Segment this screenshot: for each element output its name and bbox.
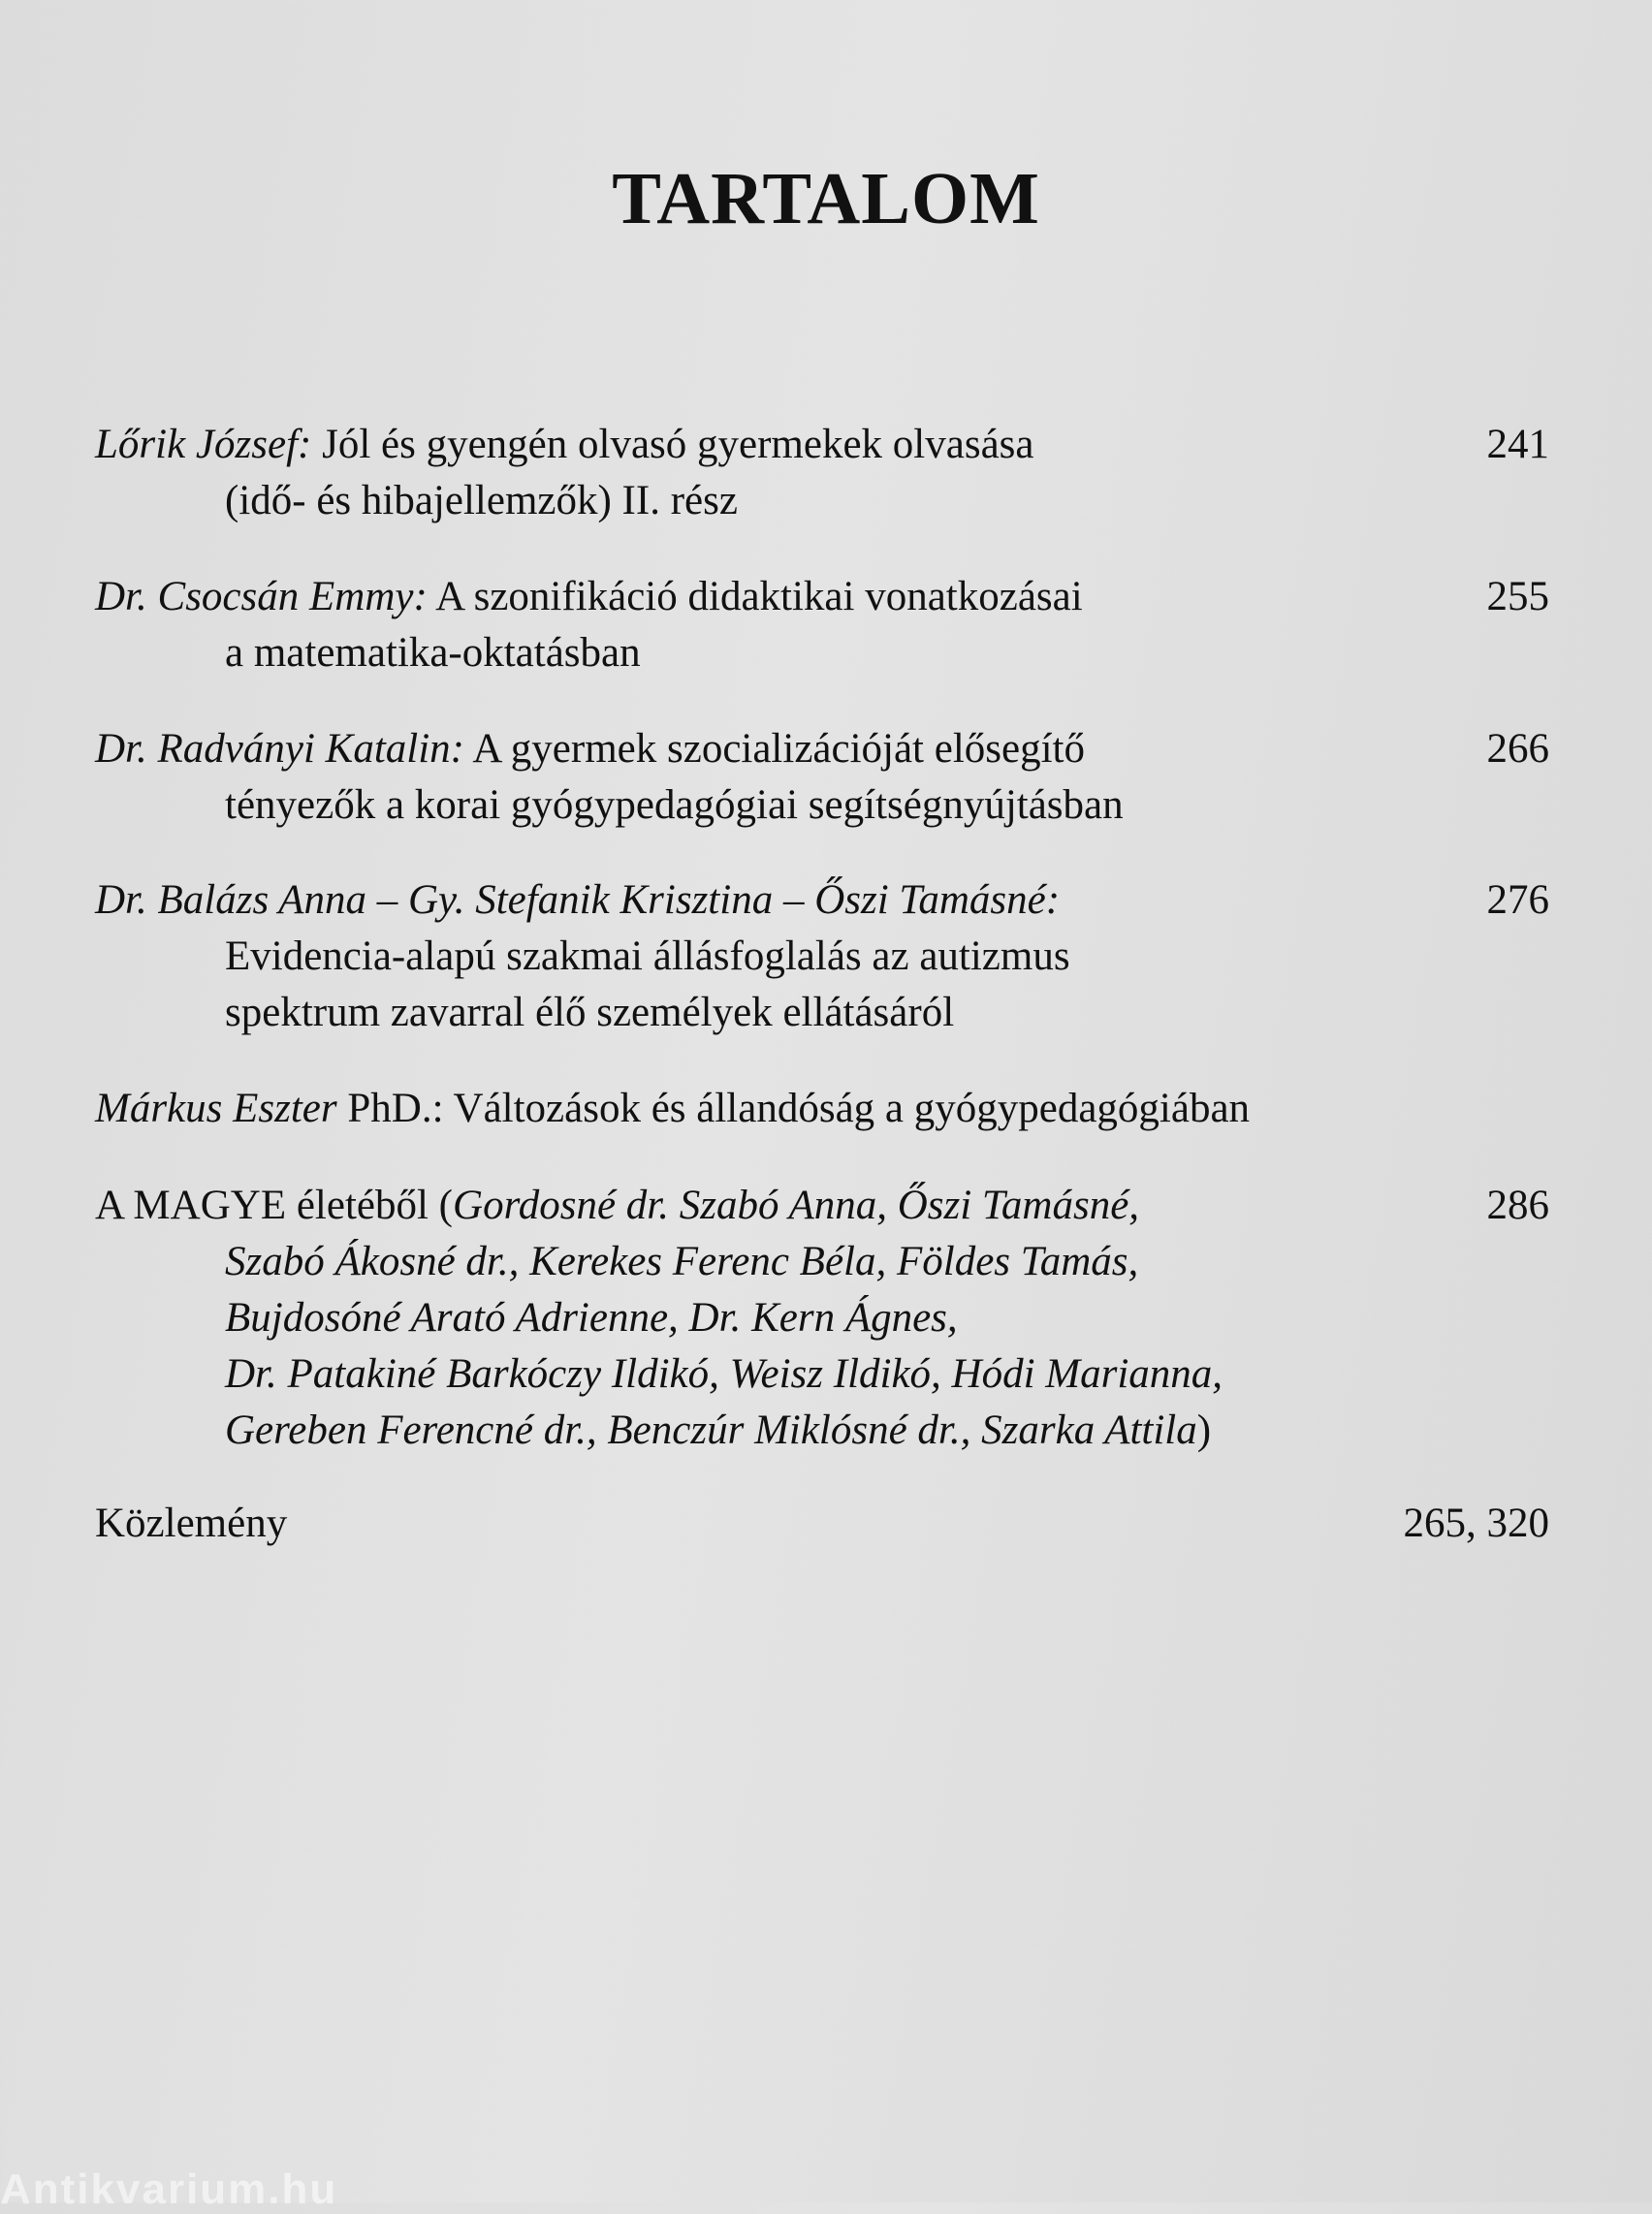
watermark: Antikvarium.hu [0,2166,338,2213]
toc-entry-line [95,1178,1549,1234]
toc-entry [95,1178,1549,1459]
toc-entry-line [95,569,1549,625]
toc-author: Dr. Radványi Katalin: [95,726,464,772]
toc-entry [95,721,1549,834]
closing-paren: ) [1196,1407,1212,1453]
toc-entry-line [95,721,1549,777]
toc-page-number: 286 [1486,1183,1549,1228]
toc-page-number: 276 [1486,877,1549,923]
toc-author: Lőrik József: [95,422,312,467]
toc-entry [95,872,1549,1041]
toc-entry-title-continued: a matematika-oktatásban [225,630,641,676]
toc-page-number: 265, 320 [1403,1501,1549,1546]
toc-entry-line [95,1403,1549,1459]
toc-entry [95,417,1549,529]
toc-entry [95,1496,1549,1552]
toc-page-number: 266 [1486,726,1549,772]
toc-entry-title-continued: tényezők a korai gyógypedagógiai segítségnyújtásban [225,782,1124,828]
toc-entry [95,569,1549,681]
toc-page-number: 255 [1486,574,1549,619]
toc-author: Márkus Eszter [95,1086,337,1131]
page-title: TARTALOM [612,158,1040,239]
toc-entry-title-continued: spektrum zavarral élő személyek ellátásáról [225,990,955,1035]
toc-entry [95,1081,1549,1137]
toc-entry-title: A gyermek szocializációját elősegítő [464,726,1086,772]
toc-entry-title: Közlemény [95,1501,288,1546]
toc-entry-line [95,1081,1549,1137]
toc-author: Gordosné dr. Szabó Anna, Őszi Tamásné, [453,1183,1140,1228]
toc-entry-title: Jól és gyengén olvasó gyermekek olvasása [311,422,1034,467]
toc-entry-title-continued: (idő- és hibajellemzők) II. rész [225,478,738,523]
toc-page-number: 241 [1486,422,1549,467]
toc-author: Dr. Balázs Anna – Gy. Stefanik Krisztina – Őszi Tamásné: [95,877,1061,923]
toc-entry-title: A szonifikáció didaktikai vonatkozásai [427,574,1083,619]
toc-entry-title: A MAGYE életéből ( [95,1183,454,1228]
toc-entry-line [95,417,1549,473]
toc-entry-title: Evidencia-alapú szakmai állásfoglalás az autizmus [225,933,1070,979]
toc-author: Dr. Patakiné Barkóczy Ildikó, Weisz Ildikó, Hódi Marianna, [225,1351,1223,1397]
toc-author: Dr. Csocsán Emmy: [95,574,428,619]
toc-entry-title: PhD.: Változások és állandóság a gyógypedagógiában [336,1086,1251,1131]
toc-author: Gereben Ferencné dr., Benczúr Miklósné dr., Szarka Attila [225,1407,1197,1453]
toc-author: Bujdosóné Arató Adrienne, Dr. Kern Ágnes, [225,1295,958,1341]
toc-author: Szabó Ákosné dr., Kerekes Ferenc Béla, Földes Tamás, [225,1239,1139,1284]
